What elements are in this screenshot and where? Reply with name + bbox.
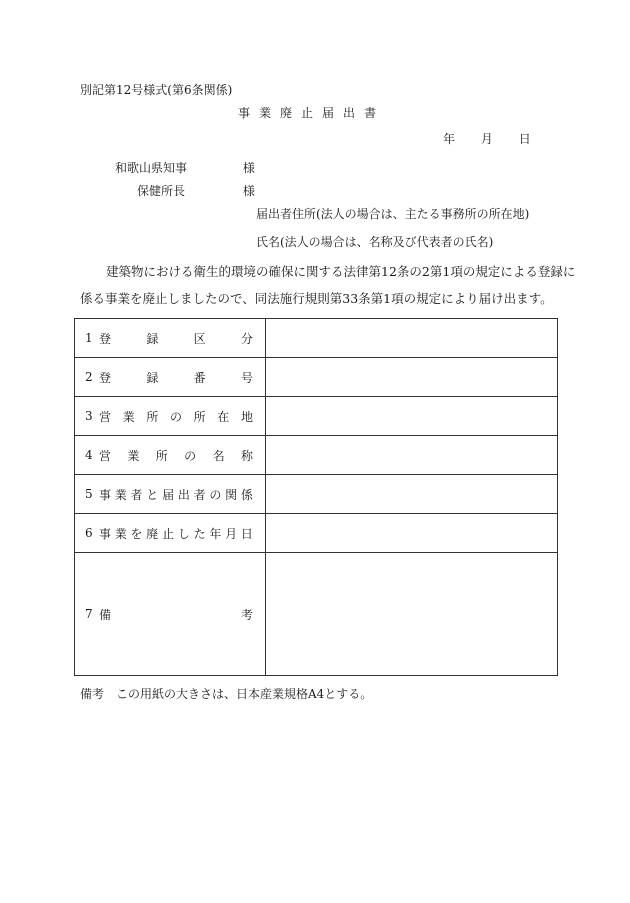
row-label-char: 営 bbox=[99, 448, 112, 463]
row-label bbox=[99, 408, 253, 425]
row-label-char: と bbox=[146, 487, 159, 502]
row-label-char: 区 bbox=[193, 331, 206, 346]
row-value-cell[interactable] bbox=[266, 514, 558, 553]
row-label-char: 録 bbox=[146, 331, 159, 346]
row-label-char: 事 bbox=[99, 487, 112, 502]
row-label-char: 号 bbox=[240, 370, 253, 385]
row-label-char: 登 bbox=[99, 331, 112, 346]
row-number: 6 bbox=[85, 526, 93, 540]
applicant-address-label: 届出者住所(法人の場合は、主たる事務所の所在地) bbox=[256, 207, 530, 221]
row-label-char: 出 bbox=[177, 487, 190, 502]
table-row bbox=[75, 514, 558, 553]
row-label-char: 事 bbox=[99, 526, 112, 541]
row-label-char: 在 bbox=[217, 409, 230, 424]
row-label-char: 登 bbox=[99, 370, 112, 385]
table-row bbox=[75, 553, 558, 676]
addressee-health-center bbox=[137, 184, 255, 198]
row-label-char: 録 bbox=[146, 370, 159, 385]
date-line bbox=[443, 132, 531, 146]
row-label-char: 日 bbox=[240, 526, 253, 541]
notification-table bbox=[74, 318, 558, 676]
addressee-name: 和歌山県知事 bbox=[115, 161, 188, 175]
row-label-cell bbox=[75, 397, 266, 436]
row-label-char: 業 bbox=[122, 409, 135, 424]
row-label bbox=[99, 486, 253, 503]
row-value-cell[interactable] bbox=[266, 475, 558, 514]
statement-line-1: 建築物における衛生的環境の確保に関する法律第12条の2第1項の規定による登録に bbox=[106, 264, 576, 279]
row-label-char: 地 bbox=[240, 409, 253, 424]
row-number: 5 bbox=[85, 487, 93, 501]
row-label bbox=[99, 447, 253, 464]
row-label bbox=[99, 525, 253, 542]
row-label-char: 営 bbox=[99, 409, 112, 424]
row-label-char: を bbox=[130, 526, 143, 541]
row-label-char: 関 bbox=[225, 487, 238, 502]
row-label-char: 所 bbox=[193, 409, 206, 424]
row-label-char: 名 bbox=[212, 448, 225, 463]
row-label-char: 者 bbox=[193, 487, 206, 502]
addressee-honorific: 様 bbox=[242, 184, 255, 198]
row-label-char: 者 bbox=[130, 487, 143, 502]
statement-line-2: 係る事業を廃止しましたので、同法施行規則第33条第1項の規定により届け出ます。 bbox=[80, 291, 553, 306]
row-label-char: た bbox=[193, 526, 206, 541]
applicant-name-label: 氏名(法人の場合は、名称及び代表者の氏名) bbox=[256, 235, 494, 249]
row-label-cell bbox=[75, 514, 266, 553]
row-label-char: 届 bbox=[162, 487, 175, 502]
row-label-char: 分 bbox=[240, 331, 253, 346]
row-label-char: 所 bbox=[155, 448, 168, 463]
row-label-cell bbox=[75, 436, 266, 475]
table-row bbox=[75, 397, 558, 436]
row-label-char: 考 bbox=[240, 607, 253, 622]
table-row bbox=[75, 358, 558, 397]
row-label-char: し bbox=[177, 526, 190, 541]
row-label-char: 業 bbox=[114, 526, 127, 541]
row-value-cell[interactable] bbox=[266, 319, 558, 358]
addressee-honorific: 様 bbox=[242, 161, 255, 175]
addressee-governor bbox=[115, 161, 255, 175]
table-row bbox=[75, 436, 558, 475]
row-label-char: の bbox=[184, 448, 197, 463]
row-label-char: 業 bbox=[127, 448, 140, 463]
document-title: 事業廃止届出書 bbox=[238, 106, 386, 120]
row-label-cell bbox=[75, 475, 266, 514]
form-label: 別記第12号様式(第6条関係) bbox=[80, 83, 233, 97]
row-number: 7 bbox=[85, 607, 93, 621]
row-number: 4 bbox=[85, 448, 93, 462]
row-label-cell bbox=[75, 358, 266, 397]
row-label-char: の bbox=[169, 409, 182, 424]
row-label-char: 番 bbox=[193, 370, 206, 385]
row-label bbox=[99, 369, 253, 386]
footnote: 備考 この用紙の大きさは、日本産業規格A4とする。 bbox=[80, 687, 373, 701]
row-label-char: の bbox=[209, 487, 222, 502]
date-month-label: 月 bbox=[480, 132, 493, 146]
row-label-char: 称 bbox=[240, 448, 253, 463]
row-label-char: 止 bbox=[162, 526, 175, 541]
date-year-label: 年 bbox=[443, 132, 456, 146]
row-value-cell[interactable] bbox=[266, 358, 558, 397]
row-number: 2 bbox=[85, 370, 93, 384]
table-row bbox=[75, 475, 558, 514]
row-label-char: 月 bbox=[225, 526, 238, 541]
row-label-char: 備 bbox=[99, 607, 112, 622]
row-label-char: 廃 bbox=[146, 526, 159, 541]
date-day-label: 日 bbox=[518, 132, 531, 146]
row-label-cell bbox=[75, 319, 266, 358]
addressee-name: 保健所長 bbox=[137, 184, 186, 198]
row-value-cell[interactable] bbox=[266, 553, 558, 676]
row-label-char: 年 bbox=[209, 526, 222, 541]
row-number: 1 bbox=[85, 331, 93, 345]
row-label bbox=[99, 330, 253, 347]
table-row bbox=[75, 319, 558, 358]
row-value-cell[interactable] bbox=[266, 436, 558, 475]
row-label-char: 業 bbox=[114, 487, 127, 502]
row-label bbox=[99, 606, 253, 623]
row-value-cell[interactable] bbox=[266, 397, 558, 436]
row-number: 3 bbox=[85, 409, 93, 423]
row-label-char: 所 bbox=[146, 409, 159, 424]
row-label-cell bbox=[75, 553, 266, 676]
row-label-char: 係 bbox=[240, 487, 253, 502]
